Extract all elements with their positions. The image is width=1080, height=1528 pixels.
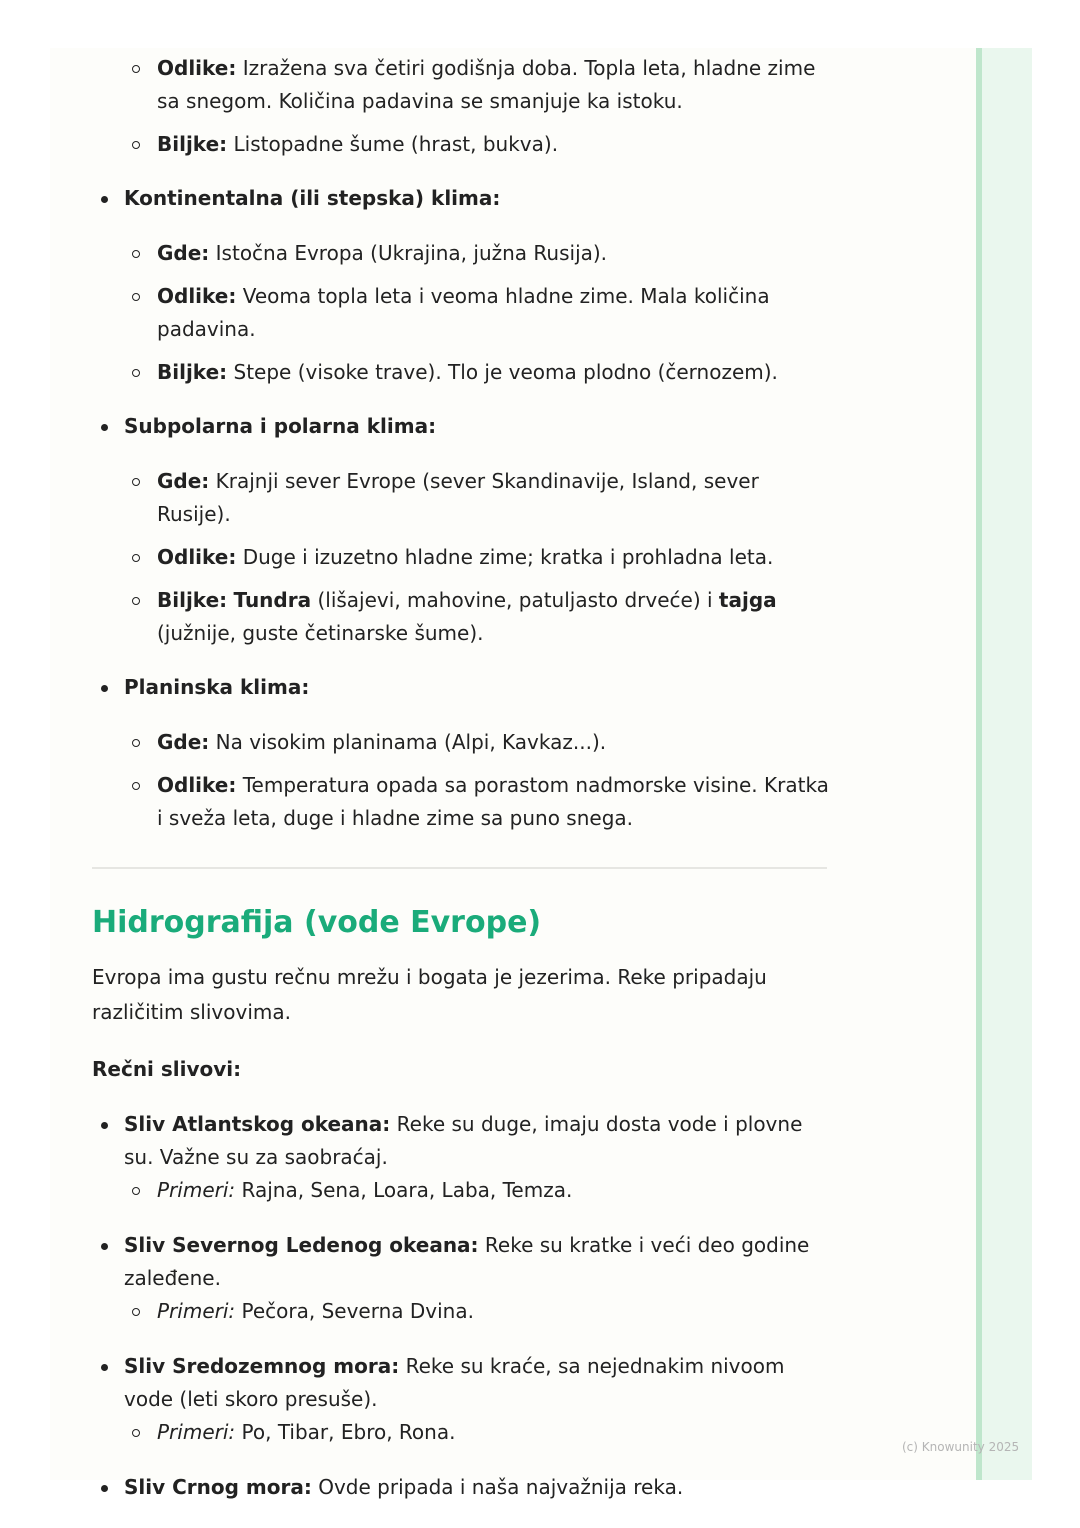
text-gde: Istočna Evropa (Ukrajina, južna Rusija). xyxy=(209,241,608,265)
basin-desc: Reke su duge, imaju dosta vode i plovne su. Važne su za saobraćaj. xyxy=(124,1112,803,1169)
subheading-text: Rečni slivovi: xyxy=(92,1057,242,1081)
label-odlike: Odlike: xyxy=(157,545,237,569)
list-item-odlike xyxy=(124,52,832,118)
examples-text: Pečora, Severna Dvina. xyxy=(235,1299,474,1323)
basin-examples-list xyxy=(124,1295,832,1328)
label-gde: Gde: xyxy=(157,241,210,265)
basin-item xyxy=(92,1229,832,1328)
copyright-footer: (c) Knowunity 2025 xyxy=(902,1440,1020,1454)
text-odlike: Izražena sva četiri godišnja doba. Topla leta, hladne zime sa snegom. Količina padavina se smanjuje ka istoku. xyxy=(157,56,816,113)
basin-examples xyxy=(124,1416,832,1449)
examples-label: Primeri: xyxy=(157,1420,236,1444)
basin-item xyxy=(92,1108,832,1207)
label-gde: Gde: xyxy=(157,469,210,493)
basin-name: Sliv Severnog Ledenog okeana: xyxy=(124,1233,479,1257)
list-item-gde xyxy=(124,237,832,270)
basin-examples xyxy=(124,1295,832,1328)
basin-name: Sliv Crnog mora: xyxy=(124,1475,312,1499)
climate-sublist xyxy=(124,726,832,835)
label-biljke: Biljke: xyxy=(157,588,228,612)
list-item-biljke xyxy=(124,584,832,650)
label-biljke: Biljke: xyxy=(157,360,228,384)
climate-title-text: Subpolarna i polarna klima: xyxy=(124,414,437,438)
climate-title xyxy=(92,671,832,704)
basin-desc: Reke su kraće, sa nejednakim nivoom vode (leti skoro presuše). xyxy=(124,1354,785,1411)
climate-title-text: Planinska klima: xyxy=(124,675,310,699)
text-gde: Na visokim planinama (Alpi, Kavkaz...). xyxy=(209,730,607,754)
section-heading: Hidrografija (vode Evrope) xyxy=(92,905,542,940)
list-item-odlike xyxy=(124,280,832,346)
examples-text: Rajna, Sena, Loara, Laba, Temza. xyxy=(235,1178,573,1202)
label-odlike: Odlike: xyxy=(157,773,237,797)
text-biljke-2: (južnije, guste četinarske šume). xyxy=(157,621,484,645)
basin-list xyxy=(92,1471,832,1504)
basin-desc: Ovde pripada i naša najvažnija reka. xyxy=(311,1475,684,1499)
climate-title xyxy=(92,182,832,215)
term-tundra: Tundra xyxy=(233,588,312,612)
text-biljke: Listopadne šume (hrast, bukva). xyxy=(227,132,559,156)
basin-item xyxy=(92,1350,832,1449)
continental-top-sublist xyxy=(124,52,832,161)
label-odlike: Odlike: xyxy=(157,284,237,308)
list-item-biljke xyxy=(124,356,832,389)
section-divider xyxy=(92,867,827,869)
list-item-odlike xyxy=(124,541,832,574)
climate-title-text: Kontinentalna (ili stepska) klima: xyxy=(124,186,501,210)
label-odlike: Odlike: xyxy=(157,56,237,80)
basin-examples-list xyxy=(124,1174,832,1207)
list-item-gde xyxy=(124,726,832,759)
climate-sublist xyxy=(124,237,832,389)
climate-list-planinska xyxy=(92,671,832,704)
basin-desc: Reke su kratke i veći deo godine zaleđene. xyxy=(124,1233,810,1290)
examples-text: Po, Tibar, Ebro, Rona. xyxy=(235,1420,456,1444)
text-odlike: Temperatura opada sa porastom nadmorske visine. Kratka i sveža leta, duge i hladne zime sa puno snega. xyxy=(157,773,829,830)
basin-list xyxy=(92,1108,832,1207)
basin-item xyxy=(92,1471,832,1504)
examples-label: Primeri: xyxy=(157,1299,236,1323)
label-gde: Gde: xyxy=(157,730,210,754)
list-item-odlike xyxy=(124,769,832,835)
text-odlike: Duge i izuzetno hladne zime; kratka i prohladna leta. xyxy=(236,545,774,569)
basin-name: Sliv Sredozemnog mora: xyxy=(124,1354,400,1378)
text-biljke: (lišajevi, mahovine, patuljasto drveće) i xyxy=(311,588,719,612)
subheading xyxy=(92,1053,832,1086)
list-item-gde xyxy=(124,465,832,531)
basin-examples-list xyxy=(124,1416,832,1449)
term-tajga: tajga xyxy=(718,588,777,612)
basin-name: Sliv Atlantskog okeana: xyxy=(124,1112,391,1136)
list-item-biljke xyxy=(124,128,832,161)
intro-paragraph: Evropa ima gustu rečnu mrežu i bogata je jezerima. Reke pripadaju različitim slivovima. xyxy=(92,965,767,1024)
document-content xyxy=(92,52,832,1504)
text-gde: Krajnji sever Evrope (sever Skandinavije, Island, sever Rusije). xyxy=(157,469,759,526)
climate-sublist xyxy=(124,465,832,650)
text-biljke: Stepe (visoke trave). Tlo je veoma plodno (černozem). xyxy=(227,360,778,384)
label-biljke: Biljke: xyxy=(157,132,228,156)
basin-list xyxy=(92,1350,832,1449)
climate-title xyxy=(92,410,832,443)
side-band xyxy=(976,48,1032,1480)
basin-examples xyxy=(124,1174,832,1207)
text-odlike: Veoma topla leta i veoma hladne zime. Mala količina padavina. xyxy=(157,284,770,341)
climate-list-kontinentalna xyxy=(92,182,832,215)
climate-list-subpolarna xyxy=(92,410,832,443)
basin-list xyxy=(92,1229,832,1328)
examples-label: Primeri: xyxy=(157,1178,236,1202)
